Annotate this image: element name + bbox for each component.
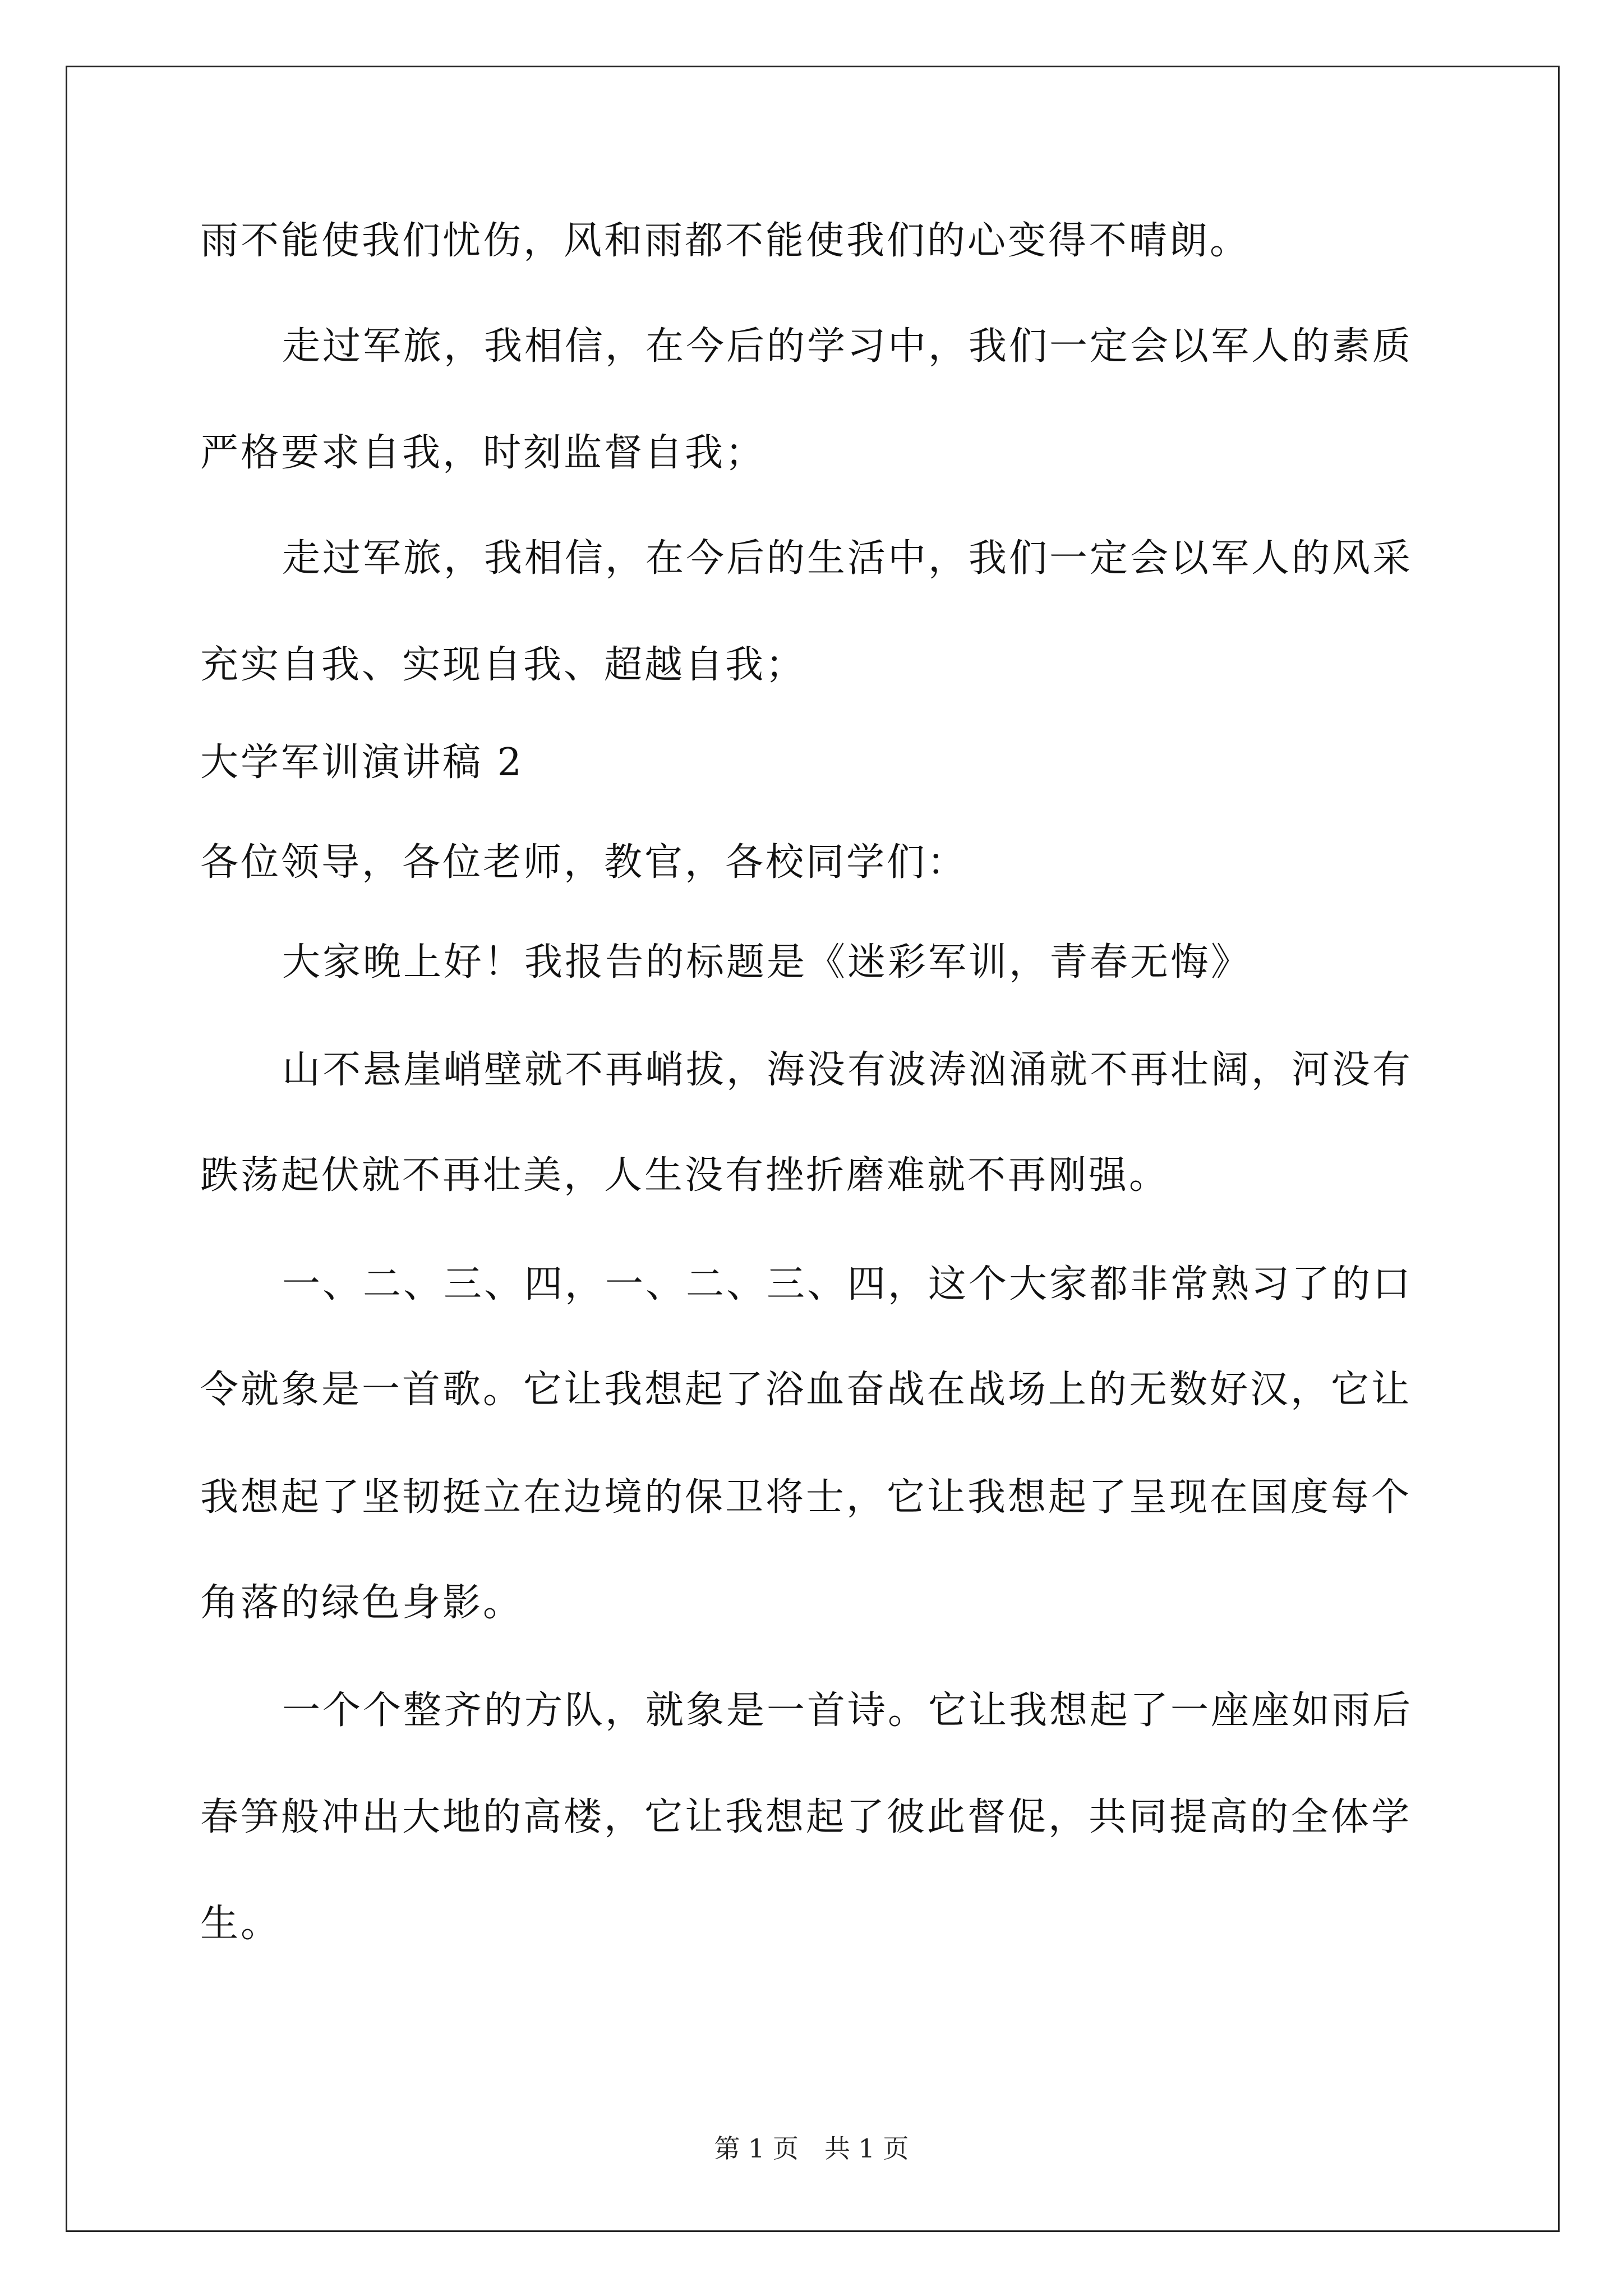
- text-line: 严格要求自我，时刻监督自我；: [200, 431, 766, 475]
- text-line: 令就象是一首歌。它让我想起了浴血奋战在战场上的无数好汉，它让: [200, 1368, 1412, 1412]
- text-line: 雨不能使我们忧伤，风和雨都不能使我们的心变得不晴朗。: [200, 219, 1251, 263]
- paragraph-first-line: 走过军旅，我相信，在今后的学习中，我们一定会以军人的素质: [282, 324, 1413, 369]
- paragraph-first-line: 山不悬崖峭壁就不再峭拔，海没有波涛汹涌就不再壮阔，河没有: [282, 1048, 1413, 1092]
- text-line: 跌荡起伏就不再壮美，人生没有挫折磨难就不再刚强。: [200, 1153, 1170, 1198]
- text-line: 角落的绿色身影。: [200, 1581, 524, 1625]
- paragraph-first-line: 走过军旅，我相信，在今后的生活中，我们一定会以军人的风采: [282, 536, 1413, 581]
- salutation: 各位领导，各位老师，教官，各校同学们：: [200, 840, 968, 885]
- page-number-footer: 第 1 页 共 1 页: [714, 2133, 909, 2164]
- section-heading: 大学军训演讲稿 2: [200, 740, 524, 785]
- text-line: 我想起了坚韧挺立在边境的保卫将士，它让我想起了呈现在国度每个: [200, 1475, 1412, 1520]
- text-line: 生。: [200, 1902, 282, 1946]
- text-line: 春笋般冲出大地的高楼，它让我想起了彼此督促，共同提高的全体学: [200, 1795, 1412, 1839]
- paragraph-first-line: 一、二、三、四，一、二、三、四，这个大家都非常熟习了的口: [282, 1262, 1413, 1306]
- paragraph-first-line: 大家晚上好！我报告的标题是《迷彩军训，青春无悔》: [282, 940, 1252, 984]
- text-line: 充实自我、实现自我、超越自我；: [200, 643, 806, 687]
- paragraph-first-line: 一个个整齐的方队，就象是一首诗。它让我想起了一座座如雨后: [282, 1688, 1413, 1733]
